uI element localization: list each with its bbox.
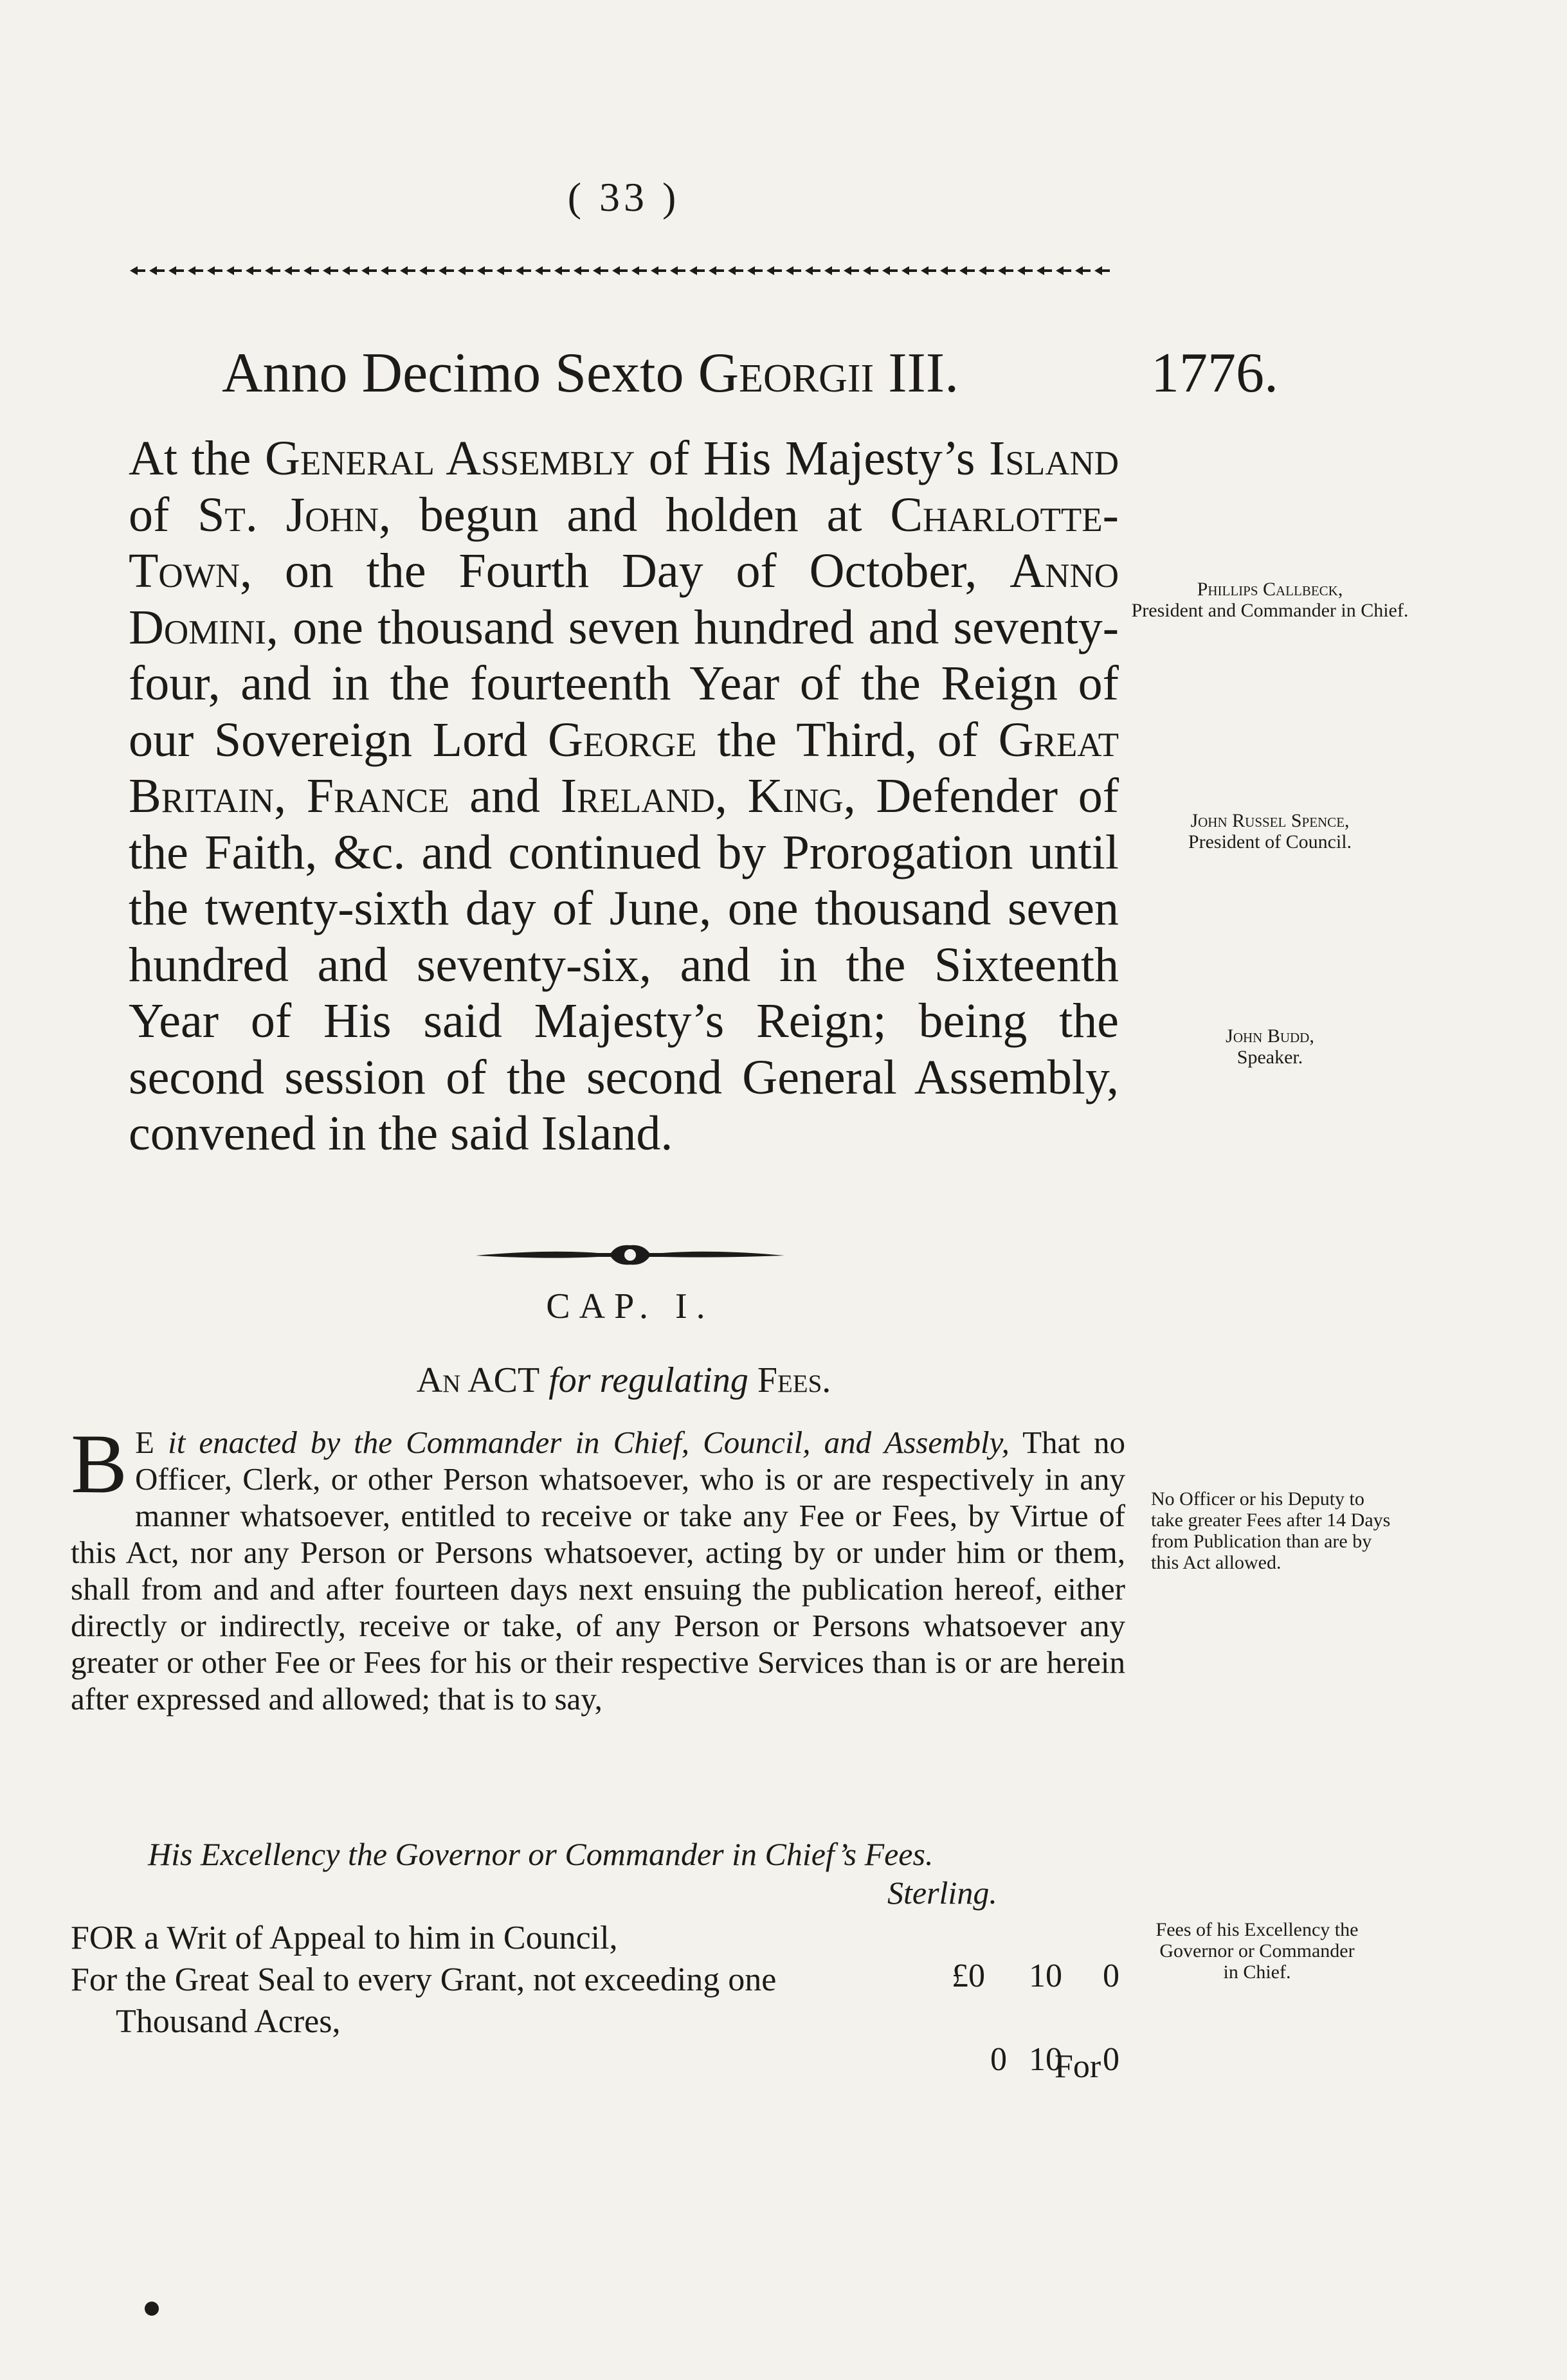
ornamental-rule (129, 262, 1112, 279)
fee-row: Thousand Acres, 0 10 0 (116, 2003, 1119, 2078)
section-ornament (469, 1238, 791, 1270)
margin-note-callbeck: Phillips Callbeck, President and Commander in Chief. (1131, 579, 1409, 621)
year: 1776. (1151, 342, 1278, 404)
fee-row: For the Great Seal to every Grant, not exceeding one (71, 1961, 777, 1998)
margin-note-budd: John Budd, Speaker. (1226, 1025, 1314, 1068)
assembly-preamble: At the General Assembly of His Majesty’s Island of St. John, begun and holden at Charlotte-Town, on the Fourth Day of October, Anno Domini, one thousand seven hundred and seventy-four, and in the fourteenth Year of the Reign of our Sovereign Lord George the Third, of Great Britain, France and Ireland, King, Defender of the Faith, &c. and continued by Prorogation until the twenty-sixth day of June, one thousand seven hundred and seventy-six, and in the Sixteenth Year of His said Majesty’s Reign; being the second session of the second General Assembly, convened in the said Island. (129, 431, 1119, 1160)
drop-cap: B (71, 1416, 128, 1511)
fee-row: FOR a Writ of Appeal to him in Council, £0 10 0 (71, 1920, 1119, 1994)
margin-note-fees: Fees of his Excellency the Governor or Commander in Chief. (1155, 1919, 1359, 1983)
fees-heading: His Excellency the Governor or Commander in Chief’s Fees. (148, 1836, 934, 1872)
catchword: For (1055, 2048, 1101, 2085)
enacting-clause: B E it enacted by the Commander in Chief, Council, and Assembly, That no Officer, Clerk, or other Person whatsoever, who is or are respectively in any manner whatsoever, entitled to receive or take any Fee or Fees, by Virtue of this Act, nor any Person or Persons whatsoever, acting by or under him or them, shall from and and after fourteen days next ensuing the publication hereof, either directly or indirectly, receive or take, of any Person or Persons whatsoever any greater or other Fee or Fees for his or their respective Services than is or are herein after expressed and allowed; that is to say, (71, 1416, 1125, 1717)
regnal-number: III. (888, 342, 959, 404)
margin-note-no-officer: No Officer or his Deputy to take greater Fees after 14 Days from Publication than are by this Act allowed. (1151, 1488, 1391, 1573)
regnal-king: Georgii (698, 342, 874, 404)
currency-label: Sterling. (887, 1875, 997, 1911)
margin-note-spence: John Russel Spence, President of Council. (1188, 810, 1352, 852)
act-title: An ACT for regulating Fees. (416, 1360, 831, 1400)
page-number: ( 33 ) (567, 174, 680, 220)
chapter-heading: CAP. I. (546, 1286, 714, 1326)
ink-dot (145, 2302, 159, 2316)
regnal-heading (222, 341, 959, 406)
regnal-anno: Anno Decimo Sexto (222, 342, 684, 404)
